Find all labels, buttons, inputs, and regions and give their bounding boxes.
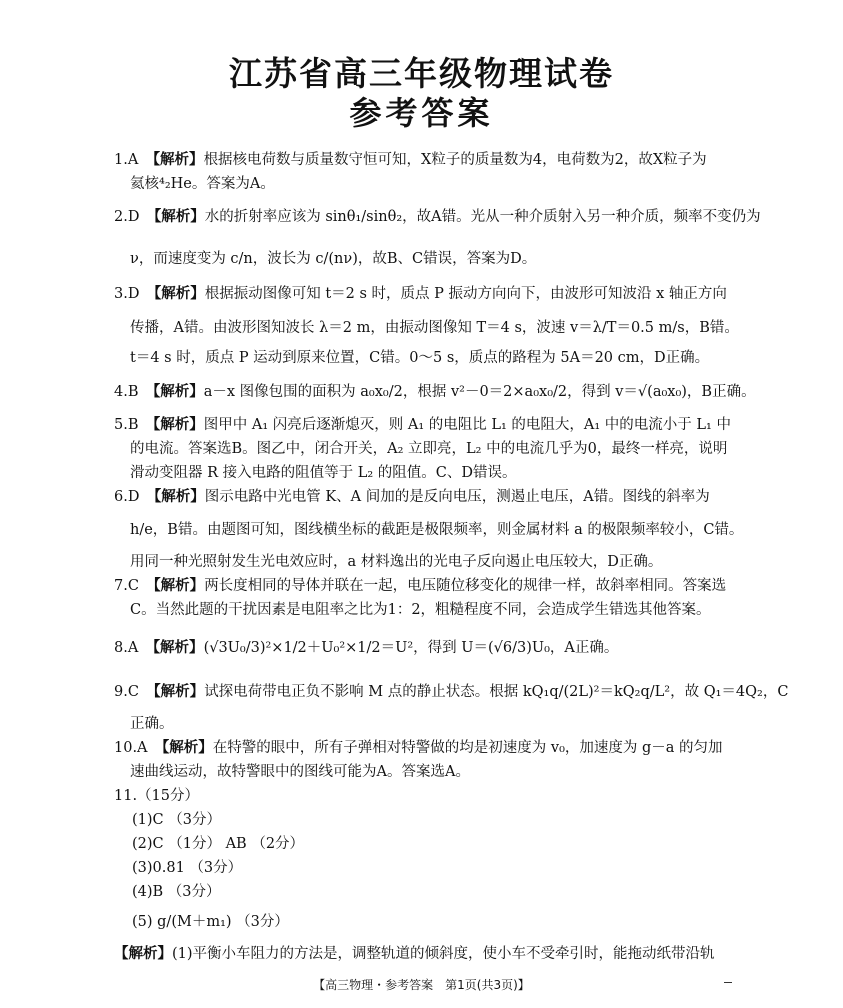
answer-11-part-2: (2)C （1分） AB （2分）: [132, 836, 305, 852]
answer-11-part-3: (3)0.81 （3分）: [132, 860, 243, 876]
answer-7-line-2: C。当然此题的干扰因素是电阻率之比为1：2，粗糙程度不同，会造成学生错选其他答案。: [130, 602, 711, 618]
answer-2: 2.D 【解析】水的折射率应该为 sinθ₁/sinθ₂，故A错。光从一种介质射入另一种介质，频率不变仍为: [114, 209, 761, 225]
answer-11-part-4: (4)B （3分）: [132, 884, 221, 900]
answer-3-line-2: 传播，A错。由波形图知波长 λ＝2 m，由振动图像知 T＝4 s，波速 v＝λ/T＝0.5 m/s，B错。: [130, 320, 739, 336]
answer-6-line-2: h/e，B错。由题图可知，图线横坐标的截距是极限频率，则金属材料 a 的极限频率较小，C错。: [130, 522, 744, 538]
answer-1-line-2: 氦核⁴₂He。答案为A。: [130, 176, 275, 192]
answer-6: 6.D 【解析】图示电路中光电管 K、A 间加的是反向电压，测遏止电压，A错。图线的斜率为: [114, 489, 710, 505]
answer-5-line-3: 滑动变阻器 R 接入电路的阻值等于 L₂ 的阻值。C、D错误。: [130, 465, 517, 481]
answer-10-line-2: 速曲线运动，故特警眼中的图线可能为A。答案选A。: [130, 764, 470, 780]
page-subtitle: 参考答案: [349, 94, 494, 132]
answer-8: 8.A 【解析】(√3U₀/3)²×1/2＋U₀²×1/2＝U²，得到 U＝(√6/3)U₀，A正确。: [114, 640, 619, 656]
answer-7: 7.C 【解析】两长度相同的导体并联在一起，电压随位移变化的规律一样，故斜率相同。答案选: [114, 578, 727, 594]
answer-11-part-1: (1)C （3分）: [132, 812, 221, 828]
footer-dash: [724, 982, 732, 983]
answer-11-part-5: (5) g/(M＋m₁) （3分）: [132, 914, 289, 930]
answer-9: 9.C 【解析】试探电荷带电正负不影响 M 点的静止状态。根据 kQ₁q/(2L)²＝kQ₂q/L²，故 Q₁＝4Q₂，C: [114, 684, 789, 700]
answer-3-line-3: t＝4 s 时，质点 P 运动到原来位置，C错。0～5 s，质点的路程为 5A＝20 cm，D正确。: [130, 350, 710, 366]
answer-6-line-3: 用同一种光照射发生光电效应时，a 材料逸出的光电子反向遏止电压较大，D正确。: [130, 554, 663, 570]
answer-11-heading: 11.（15分）: [114, 788, 200, 804]
answer-2-line-2: ν，而速度变为 c/n，波长为 c/(nν)，故B、C错误，答案为D。: [130, 251, 537, 267]
page-title: 江苏省高三年级物理试卷: [229, 54, 614, 93]
answer-9-line-2: 正确。: [130, 716, 174, 732]
answer-1: 1.A 【解析】根据核电荷数与质量数守恒可知，X粒子的质量数为4，电荷数为2，故X粒子为: [114, 152, 707, 168]
answer-4: 4.B 【解析】a－x 图像包围的面积为 a₀x₀/2，根据 v²－0＝2×a₀x₀/2，得到 v＝√(a₀x₀)，B正确。: [114, 384, 756, 400]
answer-3: 3.D 【解析】根据振动图像可知 t＝2 s 时，质点 P 振动方向向下，由波形可知波沿 x 轴正方向: [114, 286, 727, 302]
page-footer: 【高三物理・参考答案 第1页(共3页)】: [313, 978, 530, 992]
answer-10: 10.A 【解析】在特警的眼中，所有子弹相对特警做的均是初速度为 v₀，加速度为 g－a 的匀加: [114, 740, 723, 756]
answer-5-line-2: 的电流。答案选B。图乙中，闭合开关，A₂ 立即亮，L₂ 中的电流几乎为0，最终一样亮，说明: [130, 441, 728, 457]
answer-5: 5.B 【解析】图甲中 A₁ 闪亮后逐渐熄灭，则 A₁ 的电阻比 L₁ 的电阻大，A₁ 中的电流小于 L₁ 中: [114, 417, 731, 433]
answer-11-explanation: 【解析】(1)平衡小车阻力的方法是，调整轨道的倾斜度，使小车不受牵引时，能拖动纸带沿轨: [114, 946, 715, 962]
